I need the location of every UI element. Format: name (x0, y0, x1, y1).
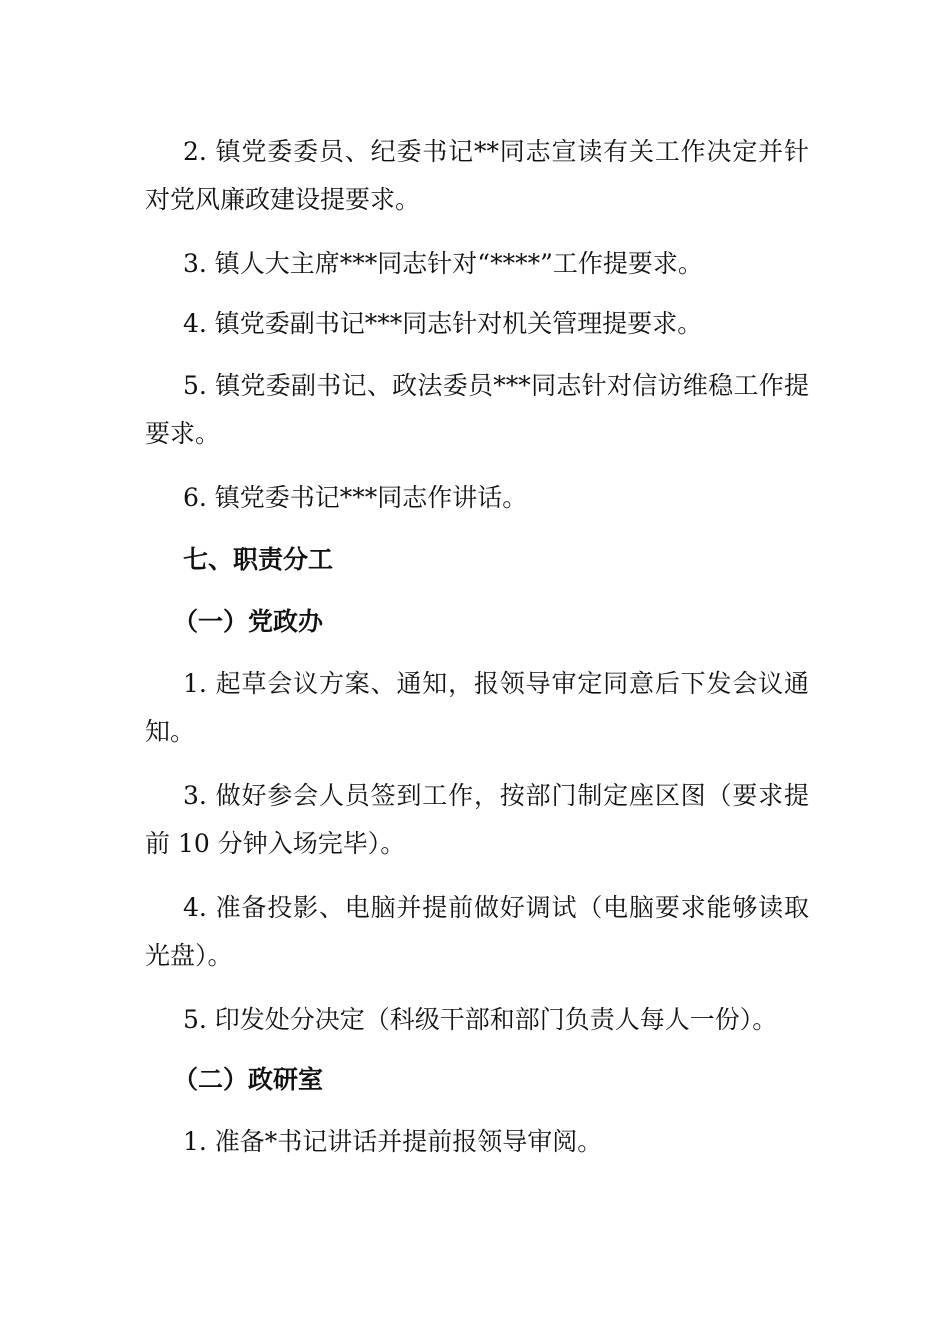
paragraph-item-4: 4. 镇党委副书记***同志针对机关管理提要求。 (183, 309, 703, 338)
subsection-heading-party-office: （一）党政办 (173, 607, 324, 636)
subsection-heading-policy-office: （二）政研室 (173, 1065, 324, 1094)
paragraph-duty-1: 1. 起草会议方案、通知，报领导审定同意后下发会议通知。 (145, 669, 809, 746)
paragraph-duty-5: 5. 印发处分决定（科级干部和部门负责人每人一份）。 (183, 1005, 778, 1034)
paragraph-item-2: 2. 镇党委委员、纪委书记**同志宣读有关工作决定并针对党风廉政建设提要求。 (145, 137, 809, 214)
section-heading: 七、职责分工 (183, 545, 334, 574)
paragraph-policy-1: 1. 准备*书记讲话并提前报领导审阅。 (183, 1127, 603, 1156)
paragraph-item-3: 3. 镇人大主席***同志针对“****”工作提要求。 (183, 249, 703, 278)
paragraph-duty-3: 3. 做好参会人员签到工作，按部门制定座区图（要求提前 10 分钟入场完毕）。 (145, 781, 809, 858)
paragraph-item-5: 5. 镇党委副书记、政法委员***同志针对信访维稳工作提要求。 (145, 371, 809, 448)
paragraph-item-6: 6. 镇党委书记***同志作讲话。 (183, 483, 528, 512)
paragraph-duty-4: 4. 准备投影、电脑并提前做好调试（电脑要求能够读取光盘）。 (145, 893, 809, 970)
